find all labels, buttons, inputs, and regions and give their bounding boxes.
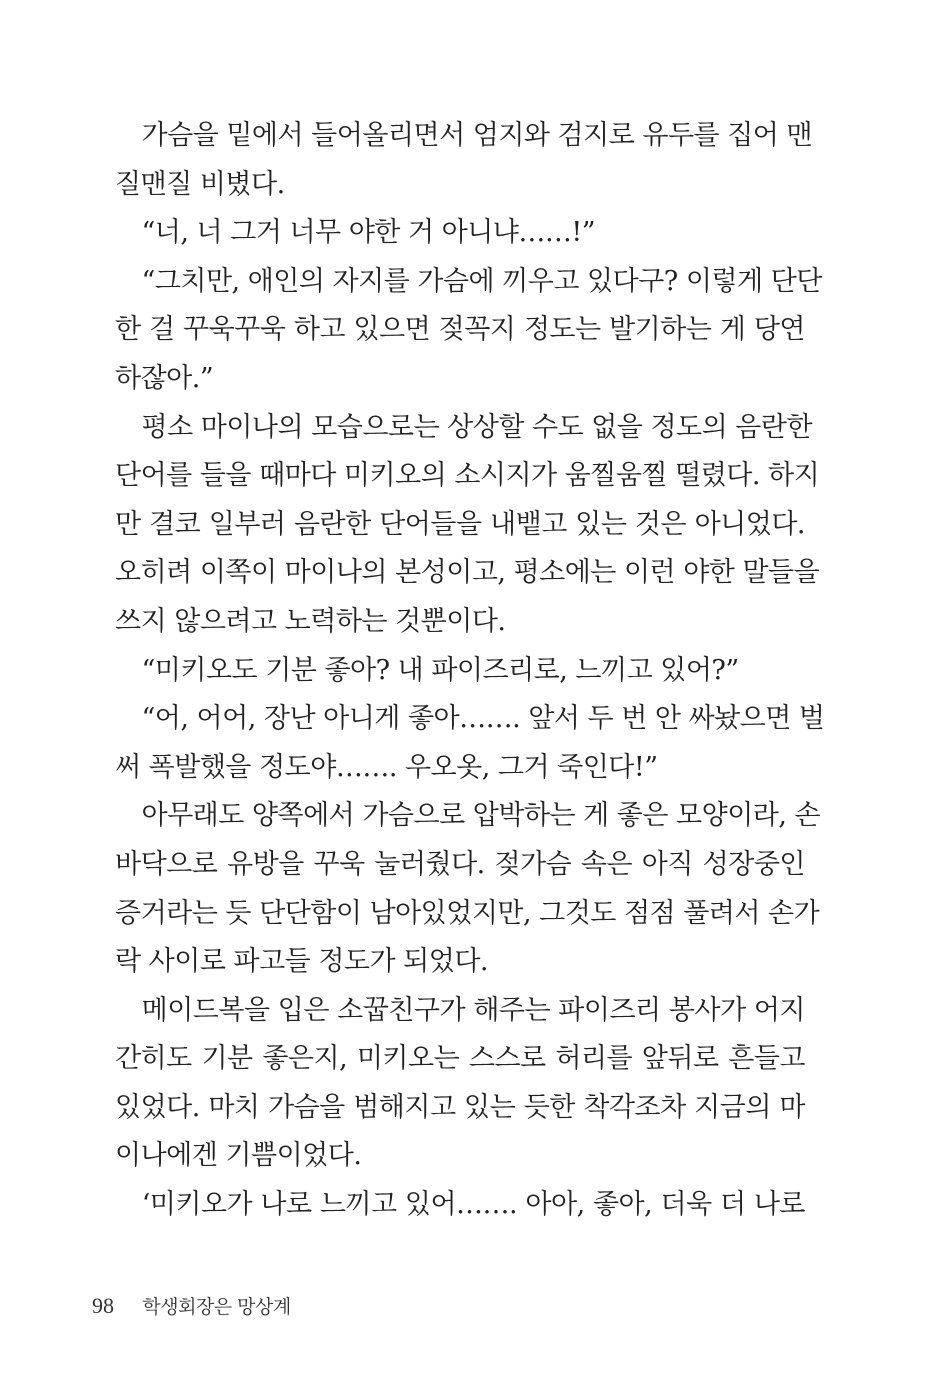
text-line: 쓰지 않으려고 노력하는 것뿐이다.: [115, 605, 506, 637]
text-line: 간히도 기분 좋은지, 미키오는 스스로 허리를 앞뒤로 흔들고: [115, 1043, 805, 1075]
text-line: 락 사이로 파고들 정도가 되었다.: [115, 946, 488, 978]
text-line: 질맨질 비볐다.: [115, 168, 285, 200]
text-line: 만 결코 일부러 음란한 단어들을 내뱉고 있는 것은 아니었다.: [115, 508, 805, 540]
text-line: “그치만, 애인의 자지를 가슴에 끼우고 있다구? 이렇게 단단: [115, 265, 822, 297]
text-line: 써 폭발했을 정도야……. 우오옷, 그거 죽인다!”: [115, 751, 658, 783]
text-line: 바닥으로 유방을 꾸욱 눌러줬다. 젖가슴 속은 아직 성장중인: [115, 848, 805, 880]
page-body-text: [115, 112, 825, 1230]
page-number: 98: [92, 1293, 114, 1318]
text-line: 증거라는 듯 단단함이 남아있었지만, 그것도 점점 풀려서 손가: [115, 897, 820, 929]
text-line: 단어를 들을 때마다 미키오의 소시지가 움찔움찔 떨렸다. 하지: [115, 460, 820, 492]
text-line: 오히려 이쪽이 마이나의 본성이고, 평소에는 이런 야한 말들을: [115, 557, 820, 589]
text-line: 아무래도 양쪽에서 가슴으로 압박하는 게 좋은 모양이라, 손: [115, 800, 821, 832]
text-line: 가슴을 밑에서 들어올리면서 엄지와 검지로 유두를 집어 맨: [115, 120, 813, 151]
book-title: 학생회장은 망상계: [142, 1296, 291, 1318]
text-line: ‘미키오가 나로 느끼고 있어……. 아아, 좋아, 더욱 더 나로: [115, 1189, 805, 1221]
text-line: “어, 어어, 장난 아니게 좋아……. 앞서 두 번 안 싸놨으면 벌: [115, 703, 825, 735]
text-line: 있었다. 마치 가슴을 범해지고 있는 듯한 착각조차 지금의 마: [115, 1091, 805, 1123]
text-line: “너, 너 그거 너무 야한 거 아니냐……!”: [115, 217, 596, 249]
text-line: 메이드복을 입은 소꿉친구가 해주는 파이즈리 봉사가 어지: [115, 994, 805, 1026]
text-line: 이나에겐 기쁨이었다.: [115, 1140, 362, 1172]
text-line: “미키오도 기분 좋아? 내 파이즈리로, 느끼고 있어?”: [115, 654, 739, 686]
text-line: 평소 마이나의 모습으로는 상상할 수도 없을 정도의 음란한: [115, 411, 813, 443]
text-line: 한 걸 꾸욱꾸욱 하고 있으면 젖꼭지 정도는 발기하는 게 당연: [115, 314, 805, 346]
text-line: 하잖아.”: [115, 362, 214, 394]
page-footer: [92, 1292, 291, 1321]
